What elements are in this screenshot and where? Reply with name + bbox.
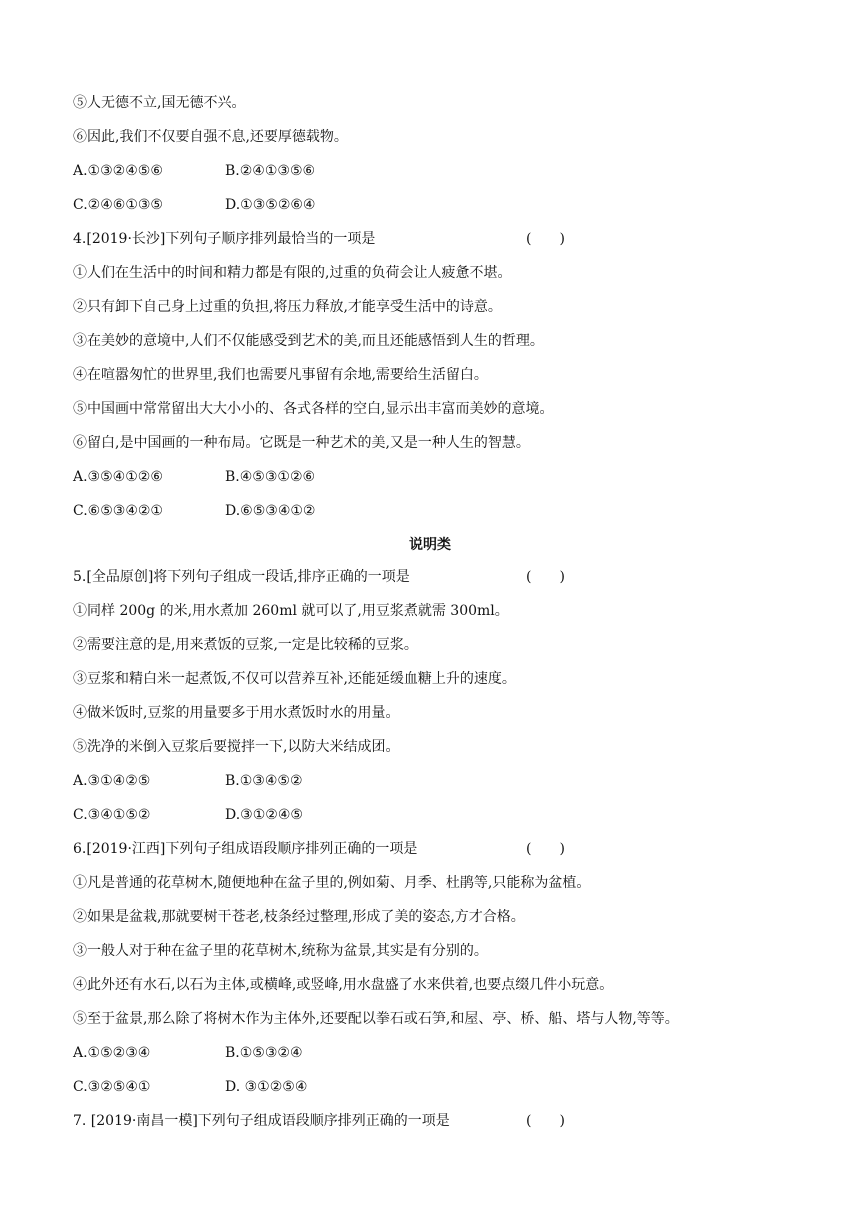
q6-option-b[interactable]: B.①⑤③②④ [225, 1045, 303, 1061]
item-5: ⑤人无德不立,国无德不兴。 [73, 95, 246, 111]
q6-item-2: ②如果是盆栽,那就要树干苍老,枝条经过整理,形成了美的姿态,方才合格。 [73, 909, 525, 925]
q4-item-1: ①人们在生活中的时间和精力都是有限的,过重的负荷会让人疲惫不堪。 [73, 265, 512, 281]
q4-item-2: ②只有卸下自己身上过重的负担,将压力释放,才能享受生活中的诗意。 [73, 299, 502, 315]
option-b[interactable]: B.②④①③⑤⑥ [225, 163, 316, 179]
q6-stem: 6.[2019·江西]下列句子组成语段顺序排列正确的一项是 [73, 841, 418, 857]
q6-item-3: ③一般人对于种在盆子里的花草树木,统称为盆景,其实是有分别的。 [73, 943, 488, 959]
q6-item-1: ①凡是普通的花草树木,随便地种在盆子里的,例如菊、月季、杜鹃等,只能称为盆植。 [73, 875, 591, 891]
q5-item-2: ②需要注意的是,用来煮饭的豆浆,一定是比较稀的豆浆。 [73, 637, 418, 653]
q5-options-row-ab [73, 772, 303, 790]
q4-options-row-ab [73, 468, 316, 486]
q4-option-c[interactable]: C.⑥⑤③④②① [73, 503, 163, 519]
q5-stem-row [73, 568, 565, 586]
q5-item-3: ③豆浆和精白米一起煮饭,不仅可以营养互补,还能延缓血糖上升的速度。 [73, 671, 516, 687]
section-title: 说明类 [409, 537, 451, 553]
q6-item-4: ④此外还有水石,以石为主体,或横峰,或竖峰,用水盘盛了水来供着,也要点缀几件小玩意。 [73, 977, 614, 993]
q6-option-d[interactable]: D. ③①②⑤④ [225, 1079, 308, 1095]
q6-option-c[interactable]: C.③②⑤④① [73, 1079, 151, 1095]
q6-options-row-cd [73, 1078, 308, 1096]
q7-stem-row [73, 1112, 565, 1130]
q7-stem: 7. [2019·南昌一模]下列句子组成语段顺序排列正确的一项是 [73, 1113, 450, 1129]
q5-option-d[interactable]: D.③①②④⑤ [225, 807, 303, 823]
q4-stem: 4.[2019·长沙]下列句子顺序排列最恰当的一项是 [73, 231, 376, 247]
q6-options-row-ab [73, 1044, 303, 1062]
q4-item-4: ④在喧嚣匆忙的世界里,我们也需要凡事留有余地,需要给生活留白。 [73, 367, 488, 383]
q5-option-b[interactable]: B.①③④⑤② [225, 773, 303, 789]
q6-answer-paren[interactable]: ( ) [526, 841, 565, 857]
option-c[interactable]: C.②④⑥①③⑤ [73, 197, 163, 213]
q4-option-a[interactable]: A.③⑤④①②⑥ [73, 469, 163, 485]
q7-answer-paren[interactable]: ( ) [526, 1113, 565, 1129]
q6-stem-row [73, 840, 565, 858]
option-d[interactable]: D.①③⑤②⑥④ [225, 197, 316, 213]
q5-options-row-cd [73, 806, 303, 824]
q5-answer-paren[interactable]: ( ) [526, 569, 565, 585]
q6-option-a[interactable]: A.①⑤②③④ [73, 1045, 151, 1061]
q4-answer-paren[interactable]: ( ) [526, 231, 565, 247]
q4-item-5: ⑤中国画中常常留出大大小小的、各式各样的空白,显示出丰富而美妙的意境。 [73, 401, 554, 417]
q5-item-4: ④做米饭时,豆浆的用量要多于用水煮饭时水的用量。 [73, 705, 400, 721]
item-6: ⑥因此,我们不仅要自强不息,还要厚德载物。 [73, 129, 348, 145]
q4-option-b[interactable]: B.④⑤③①②⑥ [225, 469, 316, 485]
q4-item-3: ③在美妙的意境中,人们不仅能感受到艺术的美,而且还能感悟到人生的哲理。 [73, 333, 544, 349]
q4-options-row-cd [73, 502, 316, 520]
q5-option-a[interactable]: A.③①④②⑤ [73, 773, 151, 789]
q5-stem: 5.[全品原创]将下列句子组成一段话,排序正确的一项是 [73, 569, 410, 585]
q5-option-c[interactable]: C.③④①⑤② [73, 807, 151, 823]
option-a[interactable]: A.①③②④⑤⑥ [73, 163, 163, 179]
options-row-ab [73, 162, 316, 180]
options-row-cd [73, 196, 316, 214]
q4-option-d[interactable]: D.⑥⑤③④①② [225, 503, 316, 519]
q5-item-5: ⑤洗净的米倒入豆浆后要搅拌一下,以防大米结成团。 [73, 739, 400, 755]
q4-item-6: ⑥留白,是中国画的一种布局。它既是一种艺术的美,又是一种人生的智慧。 [73, 435, 530, 451]
q6-item-5: ⑤至于盆景,那么除了将树木作为主体外,还要配以拳石或石笋,和屋、亭、桥、船、塔与人物,等等。 [73, 1011, 679, 1027]
q5-item-1: ①同样 200g 的米,用水煮加 260ml 就可以了,用豆浆煮就需 300ml。 [73, 603, 509, 619]
q4-stem-row [73, 230, 565, 248]
